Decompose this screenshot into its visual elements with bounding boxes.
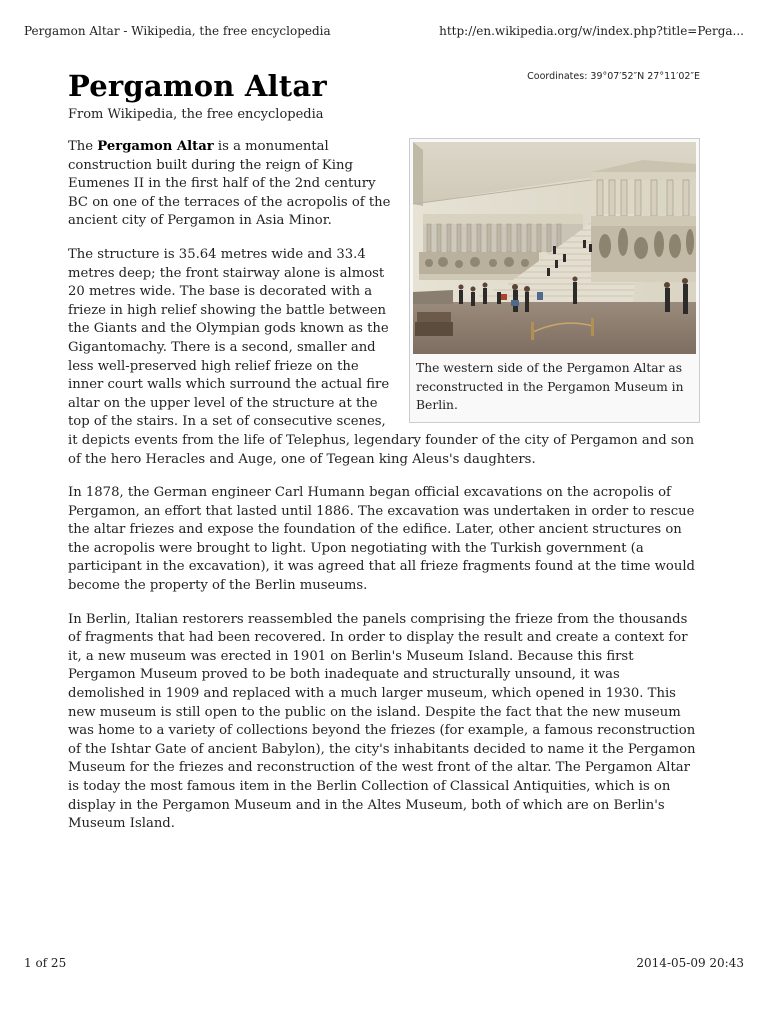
- intro-text-start: The: [68, 139, 98, 154]
- page-count: 1 of 25: [24, 956, 67, 970]
- print-page-title: Pergamon Altar - Wikipedia, the free encyclopedia: [24, 24, 331, 38]
- print-timestamp: 2014-05-09 20:43: [636, 956, 744, 970]
- pergamon-altar-photo[interactable]: [413, 142, 696, 354]
- print-url[interactable]: http://en.wikipedia.org/w/index.php?title=Perga...: [439, 24, 744, 38]
- berlin-museum-paragraph: In Berlin, Italian restorers reassembled the panels comprising the frieze from the thousands of fragments that had been recovered. In order to display the result and create a context for it, a new museum was erected in 1901 on Berlin's Museum Island. Because this first Pergamon Museum proved to be both inadequate and structurally unsound, it was demolished in 1909 and replaced with a much larger museum, which opened in 1930. This new museum is still open to the public on the island. Despite the fact that the new museum was home to a variety of collections beyond the friezes (for example, a famous reconstruction of the Ishtar Gate of ancient Babylon), the city's inhabitants decided to name it the Pergamon Museum for the friezes and reconstruction of the west front of the altar. The Pergamon Altar is today the most famous item in the Berlin Collection of Classical Antiquities, which is on display in the Pergamon Museum and in the Altes Museum, both of which are on Berlin's Museum Island.: [68, 611, 696, 832]
- print-header: [24, 24, 744, 40]
- figure-caption: The western side of the Pergamon Altar as reconstructed in the Pergamon Museum in Berlin.: [416, 361, 684, 412]
- structure-paragraph: The structure is 35.64 metres wide and 33.4 metres deep; the front stairway alone is almost 20 metres wide. The base is decorated with a frieze in high relief showing the battle between the Giants and the Olympian gods known as the Gigantomachy. There is a second, smaller and less well-preserved high relief frieze on the inner court walls which surround the actual fire altar on the upper level of the structure at the top of the stairs. In a set of consecutive scenes, it depicts events from the life of Telephus, legendary founder of the city of Pergamon and son of the hero Heracles and Auge, one of Tegean king Aleus's daughters.: [68, 246, 695, 467]
- site-subtitle: From Wikipedia, the free encyclopedia: [68, 107, 324, 122]
- figure-thumbnail: [409, 138, 700, 423]
- article-content: [68, 66, 700, 849]
- page-title: Pergamon Altar: [68, 69, 327, 103]
- article-subject-bold: Pergamon Altar: [97, 139, 214, 154]
- excavation-paragraph: In 1878, the German engineer Carl Humann began official excavations on the acropolis of Pergamon, an effort that lasted until 1886. The excavation was undertaken in order to rescue the altar friezes and expose the foundation of the edifice. Later, other ancient structures on the acropolis were brought to light. Upon negotiating with the Turkish government (a participant in the excavation), it was agreed that all frieze fragments found at the time would become the property of the Berlin museums.: [68, 485, 695, 594]
- coordinates[interactable]: Coordinates: 39°07′52″N 27°11′02″E: [527, 71, 700, 82]
- intro-text-rest: is a monumental construction built during the reign of King Eumenes II in the first half of the 2nd century BC on one of the terraces of the acropolis of the ancient city of Pergamon in Asia Minor.: [68, 139, 391, 229]
- print-footer: [24, 956, 744, 972]
